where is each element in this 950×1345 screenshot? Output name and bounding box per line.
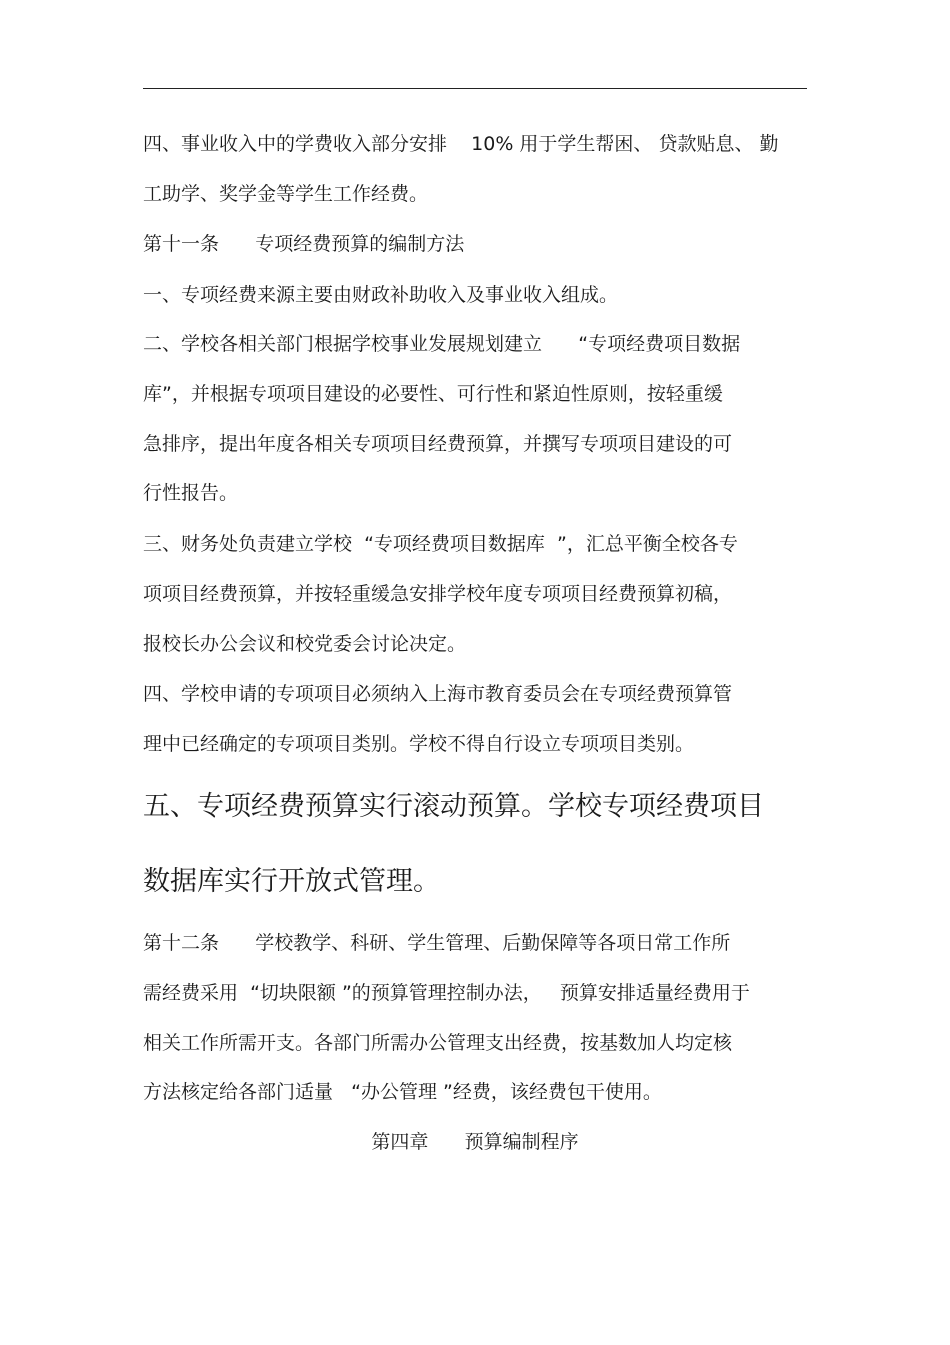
paragraph-line: 工助学、奖学金等学生工作经费。 [143, 183, 429, 205]
paragraph-line: 四、事业收入中的学费收入部分安排 10% 用于学生帮困、 贷款贴息、 勤 [143, 133, 779, 155]
paragraph-line: 需经费采用 “切块限额 ”的预算管理控制办法， 预算安排适量经费用于 [143, 982, 750, 1004]
paragraph-line: 库”，并根据专项项目建设的必要性、可行性和紧迫性原则，按轻重缓 [143, 383, 723, 405]
paragraph-line: 三、财务处负责建立学校 “专项经费项目数据库 ”，汇总平衡全校各专 [143, 533, 738, 555]
large-paragraph-line: 五、专项经费预算实行滚动预算。学校专项经费项目 [143, 791, 764, 822]
paragraph-line: 急排序，提出年度各相关专项项目经费预算，并撰写专项项目建设的可 [143, 433, 733, 455]
paragraph-line: 行性报告。 [143, 482, 239, 504]
paragraph-line: 方法核定给各部门适量 “办公管理 ”经费，该经费包干使用。 [143, 1081, 662, 1103]
article-heading: 第十一条 专项经费预算的编制方法 [143, 233, 465, 255]
paragraph-line: 理中已经确定的专项项目类别。学校不得自行设立专项项目类别。 [143, 733, 695, 755]
article-heading: 第十二条 学校教学、科研、学生管理、后勤保障等各项日常工作所 [143, 932, 731, 954]
paragraph-line: 相关工作所需开支。各部门所需办公管理支出经费，按基数加人均定核 [143, 1032, 733, 1054]
paragraph-line: 四、学校申请的专项项目必须纳入上海市教育委员会在专项经费预算管 [143, 683, 733, 705]
paragraph-line: 报校长办公会议和校党委会讨论决定。 [143, 633, 467, 655]
paragraph-line: 一、专项经费来源主要由财政补助收入及事业收入组成。 [143, 284, 619, 306]
paragraph-line: 二、学校各相关部门根据学校事业发展规划建立 “专项经费项目数据 [143, 333, 741, 355]
header-rule [143, 88, 807, 89]
chapter-heading: 第四章 预算编制程序 [371, 1131, 579, 1153]
large-paragraph-line: 数据库实行开放式管理。 [143, 866, 440, 897]
paragraph-line: 项项目经费预算，并按轻重缓急安排学校年度专项项目经费预算初稿， [143, 583, 733, 605]
